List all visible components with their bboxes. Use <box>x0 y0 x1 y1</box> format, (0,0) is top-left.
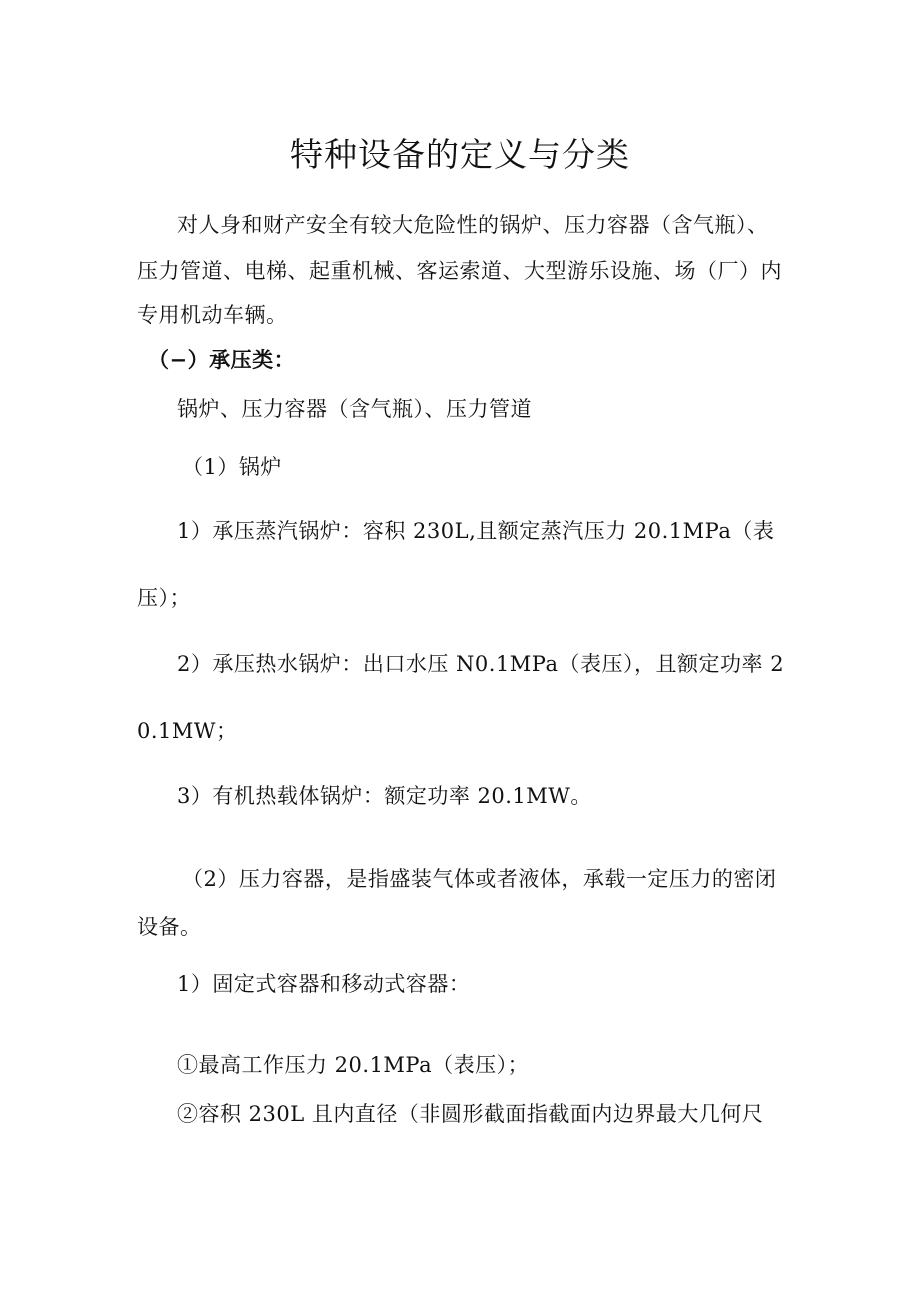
paragraph-line: 3）有机热载体锅炉：额定功率 20.1MW。 <box>177 784 592 808</box>
paragraph-line: 1）承压蒸汽锅炉：容积 230L,且额定蒸汽压力 20.1MPa（表 <box>177 519 775 543</box>
paragraph-line: 2）承压热水锅炉：出口水压 N0.1MPa（表压），且额定功率 2 <box>177 652 785 676</box>
paragraph-line: 1）固定式容器和移动式容器： <box>177 972 471 996</box>
paragraph-line: 设备。 <box>137 915 202 939</box>
paragraph-line: 压力管道、电梯、起重机械、客运索道、大型游乐设施、场（厂）内 <box>137 259 782 283</box>
paragraph-line: 专用机动车辆。 <box>137 303 288 327</box>
list-item: ②容积 230L 且内直径（非圆形截面指截面内边界最大几何尺 <box>177 1102 764 1126</box>
paragraph-line: 压）； <box>137 586 191 610</box>
paragraph-line: 0.1MW； <box>137 719 238 743</box>
paragraph-line: 对人身和财产安全有较大危险性的锅炉、压力容器（含气瓶）、 <box>177 213 769 237</box>
section-heading: （−）承压类： <box>148 347 296 372</box>
paragraph-line: 锅炉、压力容器（含气瓶）、压力管道 <box>177 397 532 421</box>
document-title: 特种设备的定义与分类 <box>290 135 630 175</box>
subsection-heading: （1）锅炉 <box>182 455 282 479</box>
paragraph-line: （2）压力容器，是指盛装气体或者液体，承载一定压力的密闭 <box>182 867 777 891</box>
list-item: ①最高工作压力 20.1MPa（表压）； <box>177 1053 530 1077</box>
